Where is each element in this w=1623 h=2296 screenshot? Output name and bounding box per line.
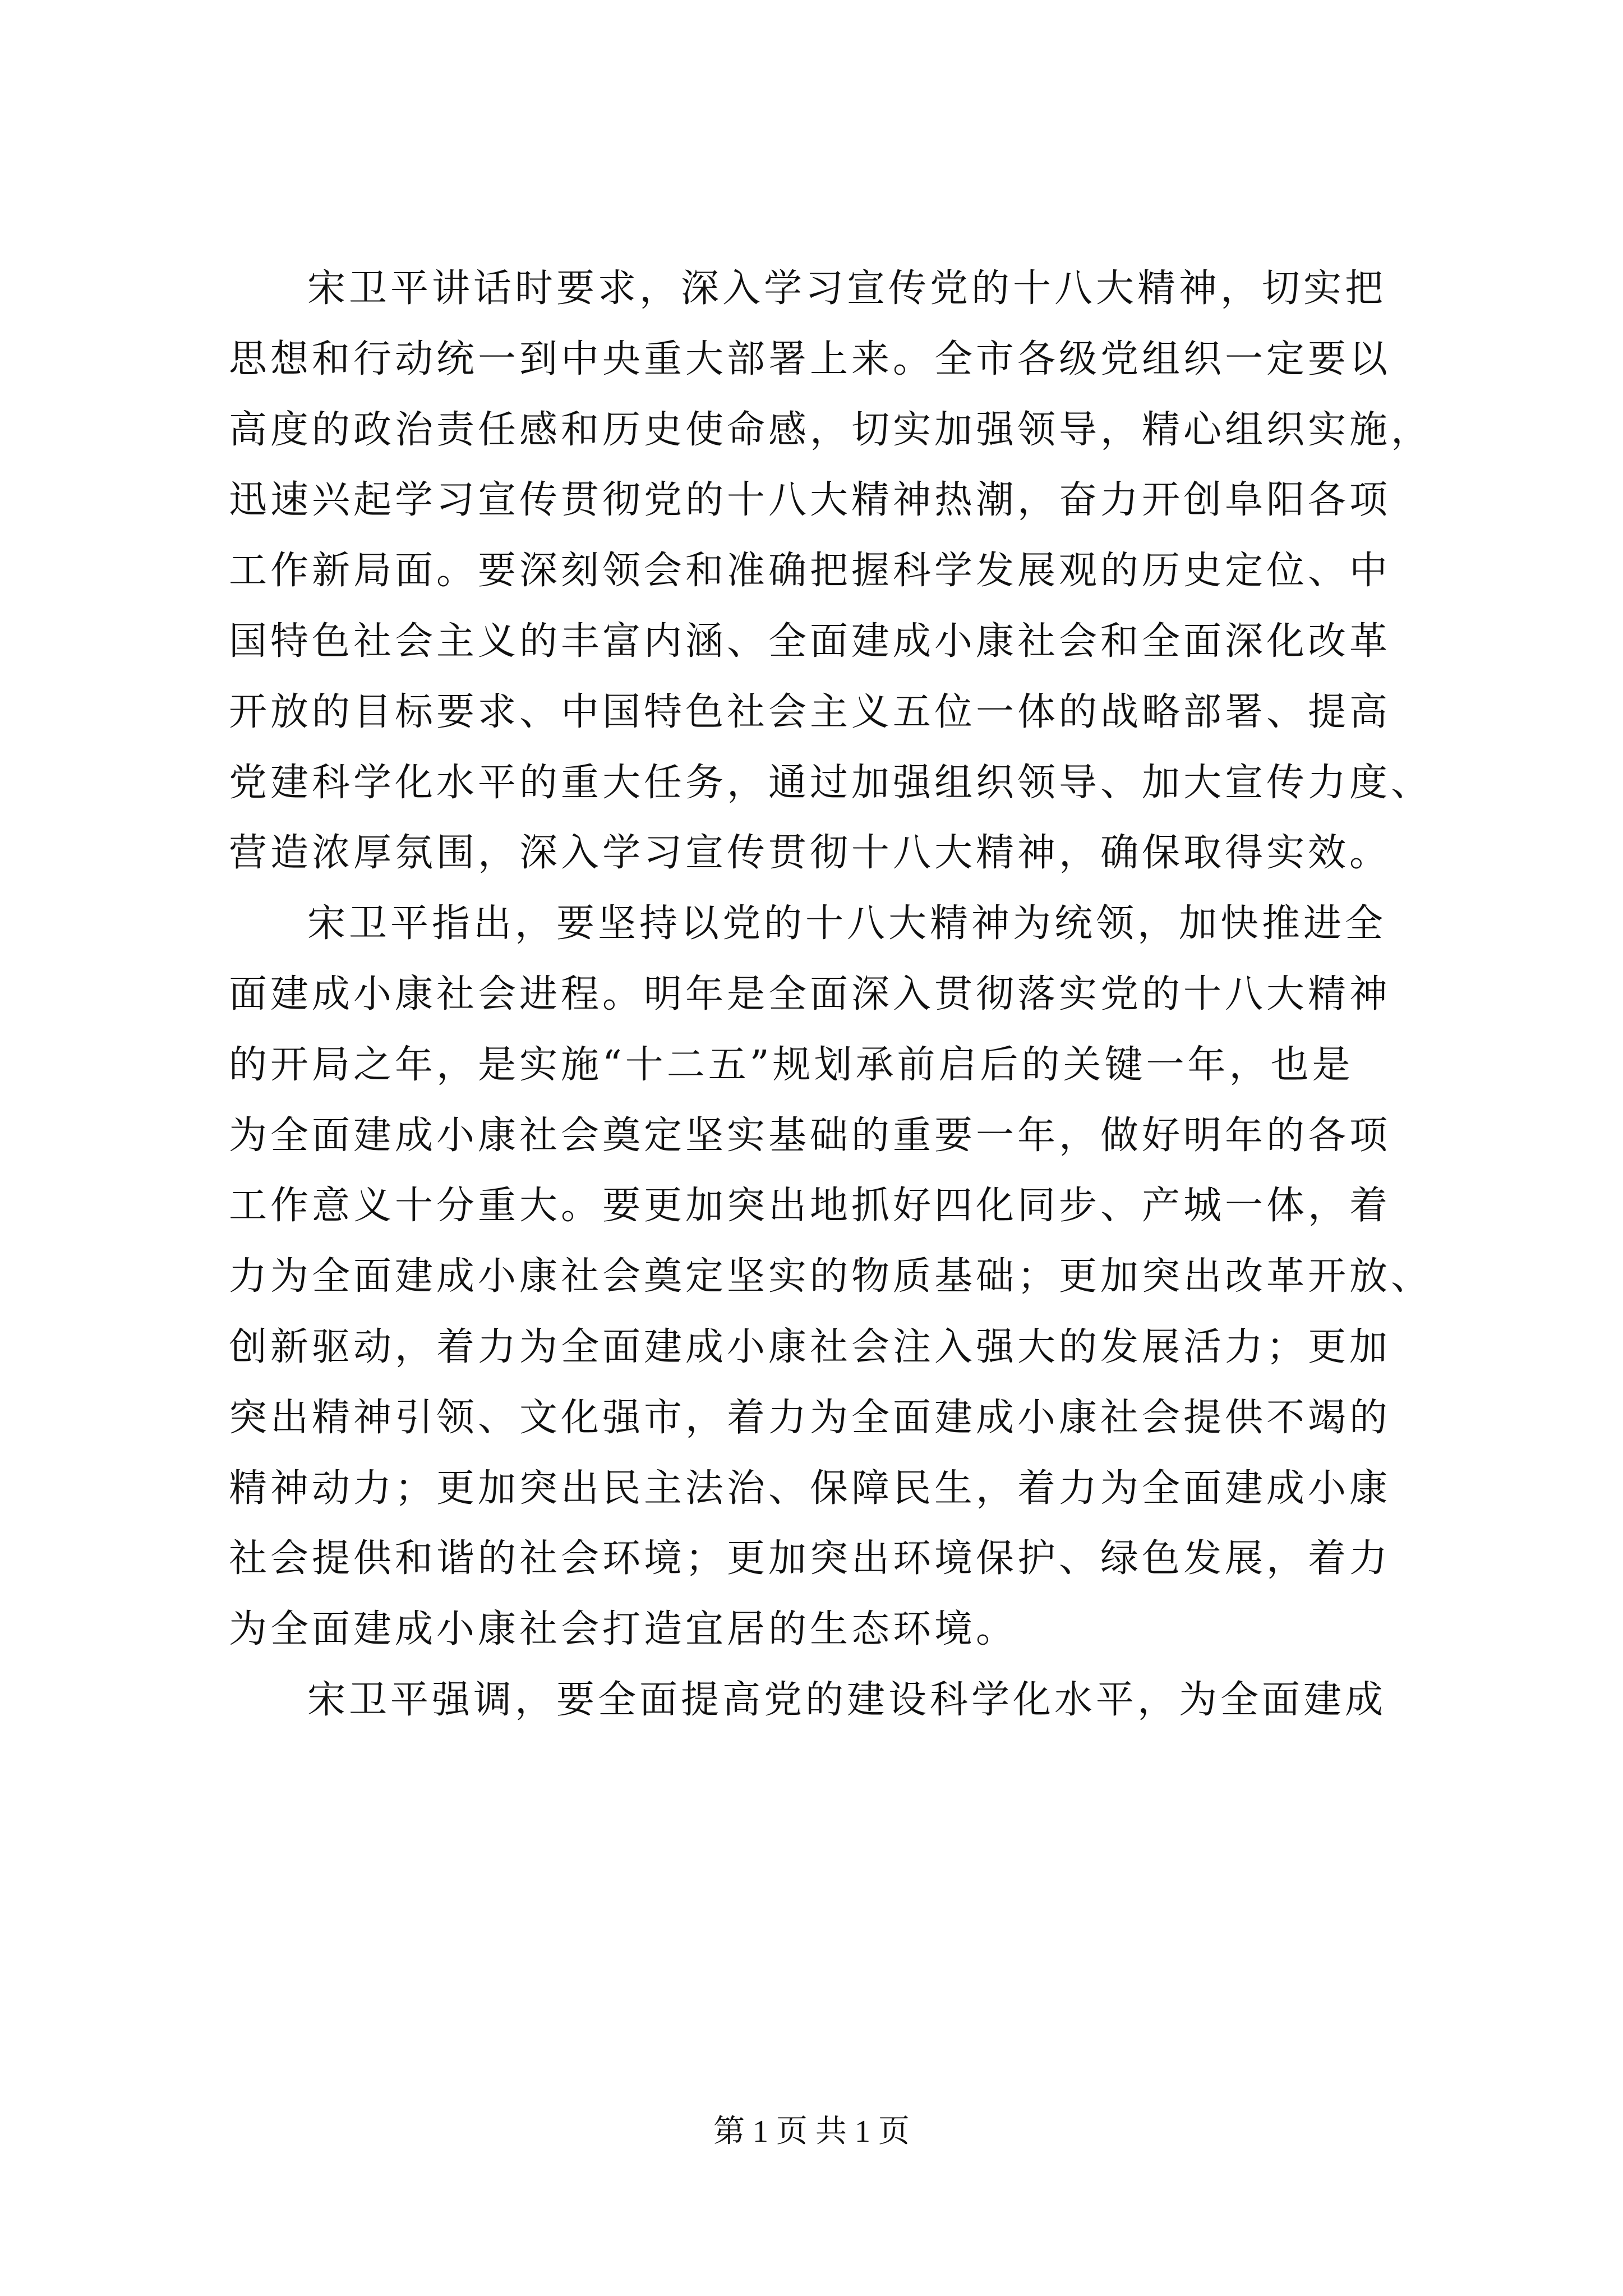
page-number-label: 第 1 页 共 1 页 bbox=[713, 2114, 910, 2149]
paragraph-3 bbox=[229, 1665, 1429, 1736]
text-line: 的开局之年，是实施“十二五”规划承前启后的关键一年，也是 bbox=[229, 1042, 1354, 1087]
text-line: 社会提供和谐的社会环境；更加突出环境保护、绿色发展，着力 bbox=[229, 1536, 1391, 1581]
text-line: 宋卫平强调，要全面提高党的建设科学化水平，为全面建成 bbox=[307, 1677, 1387, 1722]
document-body bbox=[229, 254, 1433, 1736]
text-line: 开放的目标要求、中国特色社会主义五位一体的战略部署、提高 bbox=[229, 689, 1391, 734]
text-line: 为全面建成小康社会奠定坚实基础的重要一年，做好明年的各项 bbox=[229, 1113, 1391, 1158]
text-line: 宋卫平讲话时要求，深入学习宣传党的十八大精神，切实把 bbox=[307, 266, 1387, 311]
text-line: 工作意义十分重大。要更加突出地抓好四化同步、产城一体，着 bbox=[229, 1184, 1391, 1228]
text-line: 宋卫平指出，要坚持以党的十八大精神为统领，加快推进全 bbox=[307, 901, 1387, 946]
text-line: 精神动力；更加突出民主法治、保障民生，着力为全面建成小康 bbox=[229, 1466, 1391, 1511]
page-footer bbox=[0, 2109, 1623, 2154]
paragraph-1 bbox=[229, 254, 1433, 889]
text-line: 高度的政治责任感和历史使命感，切实加强领导，精心组织实施， bbox=[229, 407, 1433, 452]
text-line: 工作新局面。要深刻领会和准确把握科学发展观的历史定位、中 bbox=[229, 549, 1391, 593]
paragraph-2 bbox=[229, 889, 1433, 1665]
text-line: 力为全面建成小康社会奠定坚实的物质基础；更加突出改革开放、 bbox=[229, 1254, 1433, 1299]
text-line: 营造浓厚氛围，深入学习宣传贯彻十八大精神，确保取得实效。 bbox=[229, 831, 1391, 876]
text-line: 迅速兴起学习宣传贯彻党的十八大精神热潮，奋力开创阜阳各项 bbox=[229, 478, 1391, 523]
text-line: 党建科学化水平的重大任务，通过加强组织领导、加大宣传力度、 bbox=[229, 760, 1433, 805]
text-line: 为全面建成小康社会打造宜居的生态环境。 bbox=[229, 1607, 1018, 1652]
text-line: 创新驱动，着力为全面建成小康社会注入强大的发展活力；更加 bbox=[229, 1324, 1391, 1369]
text-line: 国特色社会主义的丰富内涵、全面建成小康社会和全面深化改革 bbox=[229, 619, 1391, 664]
text-line: 突出精神引领、文化强市，着力为全面建成小康社会提供不竭的 bbox=[229, 1395, 1391, 1440]
text-line: 思想和行动统一到中央重大部署上来。全市各级党组织一定要以 bbox=[229, 337, 1391, 381]
text-line: 面建成小康社会进程。明年是全面深入贯彻落实党的十八大精神 bbox=[229, 972, 1391, 1016]
